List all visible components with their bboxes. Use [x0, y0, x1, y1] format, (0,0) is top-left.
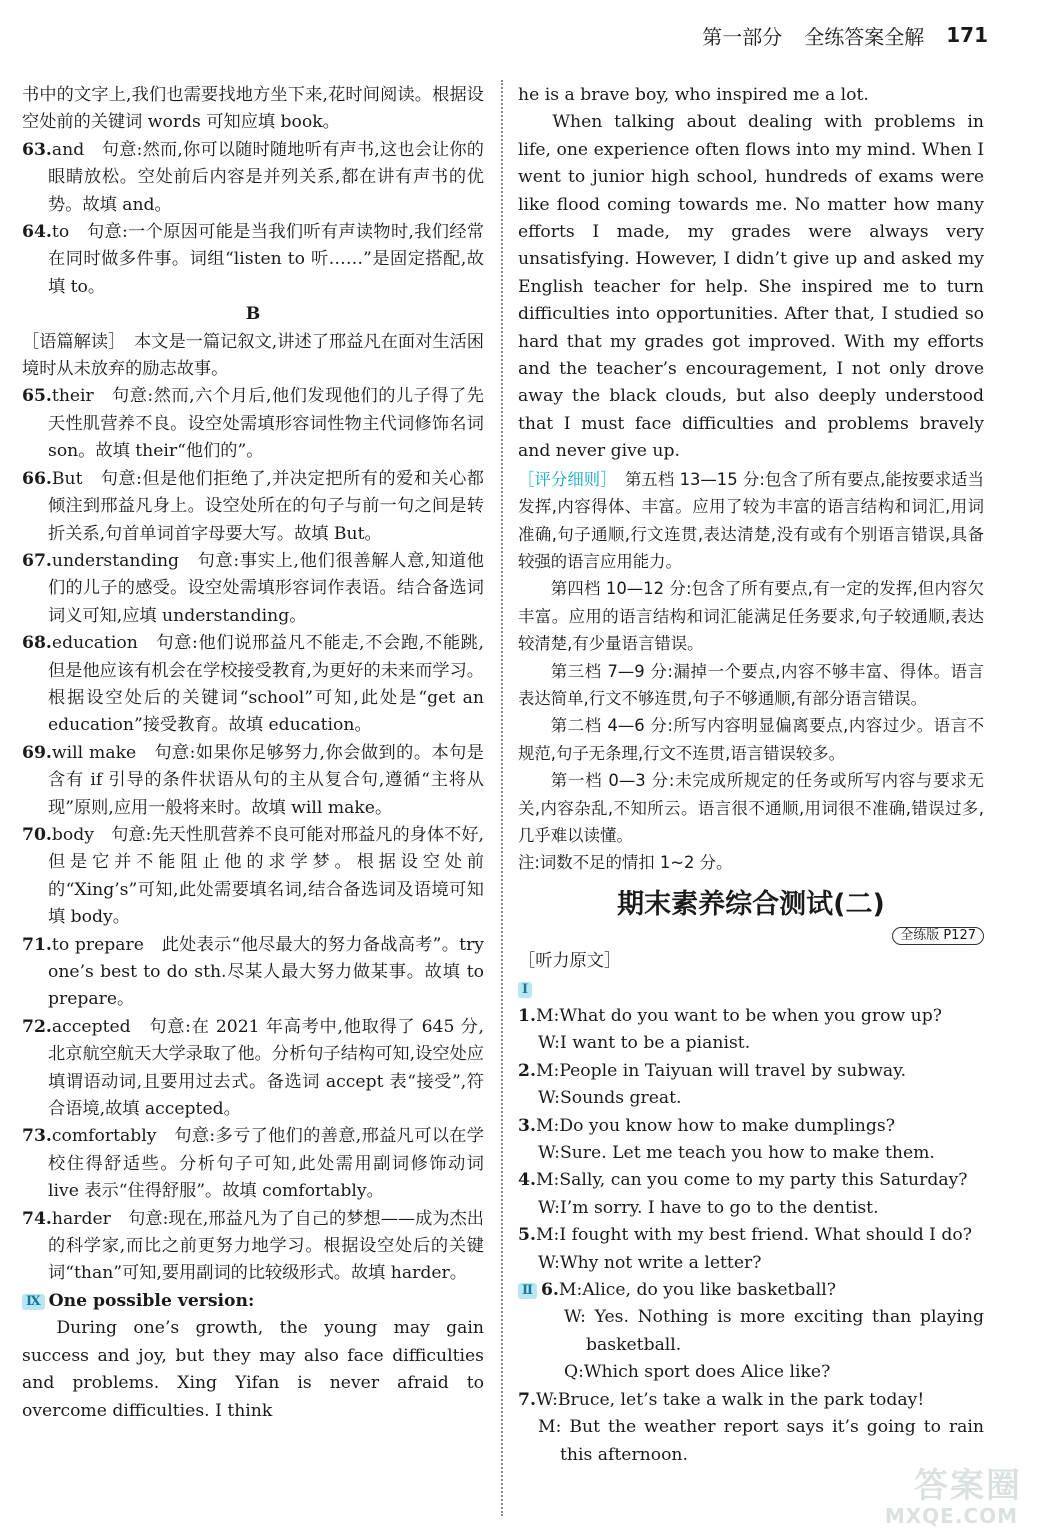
dialogue-number: 3.: [518, 1115, 536, 1136]
page-header: [702, 0, 988, 70]
dialogue-line: W:I want to be a pianist.: [538, 1033, 751, 1054]
dialogue-3: [518, 1113, 984, 1168]
dialogue-line: M:Alice, do you like basketball?: [558, 1280, 836, 1301]
item-text: accepted 句意:在 2021 年高考中,他取得了 645 分,北京航空航天大学录取了他。分析句子结构可知,设空处应填谓语动词,且要用过去式。备选词 accept 表“接受”,符合语境,故填 accepted。: [48, 1016, 484, 1120]
item-text: and 句意:然而,你可以随时随地听有声书,这也会让你的眼睛放松。空处前后内容是并列关系,都在讲有声书的优势。故填 and。: [48, 139, 484, 215]
part-ii-badge: Ⅱ: [518, 1283, 537, 1299]
intro-paragraph: 书中的文字上,我们也需要找地方坐下来,花时间阅读。根据设空处前的关键词 words 可知应填 book。: [22, 85, 484, 133]
essay-continuation: he is a brave boy, who inspired me a lot.: [518, 85, 869, 105]
dialogue-6: [518, 1277, 984, 1387]
dialogue-line: W:Bruce, let’s take a walk in the park today!: [535, 1389, 925, 1410]
answer-item-71: [22, 932, 484, 1014]
item-text: to prepare 此处表示“他尽最大的努力备战高考”。try one’s best to do sth.尽某人最大努力做某事。故填 to prepare。: [48, 934, 484, 1010]
rubric-text: 第五档 13—15 分:包含了所有要点,能按要求适当发挥,内容得体、丰富。应用了较为丰富的语言结构和词汇,用词准确,句子通顺,行文连贯,表达清楚,没有或有个别语言错误,具备较强的语言应用能力。: [518, 469, 984, 571]
answer-item-63: [22, 137, 484, 219]
passage-reading-note: ［语篇解读］ 本文是一篇记叙文,讲述了邢益凡在面对生活困境时从未放弃的励志故事。: [22, 331, 484, 380]
item-number: 74.: [22, 1208, 52, 1229]
dialogue-line: W:Sounds great.: [538, 1088, 682, 1109]
item-text: But 句意:但是他们拒绝了,并决定把所有的爱和关心都倾注到邢益凡身上。设空处所在的句子与前一句之间是转折关系,句首单词首字母要大写。故填 But。: [48, 468, 484, 544]
rubric-band-1: 第一档 0—3 分:未完成所规定的任务或所写内容与要求无关,内容杂乱,不知所云。语言很不通顺,用词很不准确,错误过多,几乎难以读懂。: [518, 771, 984, 845]
answer-item-70: [22, 822, 484, 932]
dialogue-line: M:Do you know how to make dumplings?: [535, 1115, 895, 1136]
part-ix-badge: Ⅸ: [22, 1294, 45, 1310]
reference-badge: 全练版 P127: [892, 927, 984, 945]
section-b-heading: B: [245, 304, 261, 325]
dialogue-1: [518, 1003, 984, 1058]
header-part: 第一部分: [702, 24, 783, 49]
rubric-band-4: 第四档 10—12 分:包含了所有要点,有一定的发挥,但内容欠丰富。应用的语言结构和词汇能满足任务要求,句子较通顺,表达较清楚,有少量语言错误。: [518, 579, 984, 654]
dialogue-line: M: But the weather report says it’s going to rain this afternoon.: [538, 1417, 984, 1465]
item-number: 69.: [22, 742, 52, 763]
dialogue-4: [518, 1167, 984, 1222]
right-column: [518, 82, 984, 1469]
essay-paragraph-1: During one’s growth, the young may gain success and joy, but they may also face difficulties and problems. Xing Yifan is never afraid to overcome difficulties. I think: [22, 1318, 484, 1421]
listening-heading: ［听力原文］: [518, 951, 622, 972]
dialogue-5: [518, 1222, 984, 1277]
dialogue-question: Q:Which sport does Alice like?: [564, 1362, 831, 1383]
item-number: 73.: [22, 1126, 52, 1147]
item-text: harder 句意:现在,邢益凡为了自己的梦想——成为杰出的科学家,而比之前更努力地学习。根据设空处后的关键词“than”可知,要用副词的比较级形式。故填 harder。: [48, 1208, 484, 1284]
dialogue-number: 1.: [518, 1006, 536, 1026]
answer-item-67: [22, 548, 484, 630]
item-text: body 句意:先天性肌营养不良可能对邢益凡的身体不好,但是它并不能阻止他的求学梦。根据设空处前的“Xing’s”可知,此处需要填名词,结合备选词及语境可知填 body。: [48, 824, 484, 928]
dialogue-line: W: Yes. Nothing is more exciting than playing basketball.: [564, 1307, 984, 1355]
section-ix-title: One possible version:: [48, 1290, 255, 1311]
answer-item-65: [22, 383, 484, 465]
header-section: 全练答案全解: [804, 24, 925, 49]
dialogue-line: M:People in Taiyuan will travel by subway.: [535, 1060, 907, 1081]
dialogue-number: 4.: [518, 1170, 536, 1191]
dialogue-line: M:I fought with my best friend. What should I do?: [535, 1225, 972, 1246]
dialogue-number: 6.: [540, 1280, 559, 1301]
watermark-domain: MXQE.COM: [884, 1504, 1018, 1528]
item-text: to 句意:一个原因可能是当我们听有声读物时,我们经常在同时做多件事。词组“listen to 听……”是固定搭配,故填 to。: [48, 222, 484, 297]
dialogue-7: [518, 1387, 984, 1469]
dialogue-number: 7.: [518, 1389, 536, 1410]
item-text: comfortably 句意:多亏了他们的善意,邢益凡可以在学校住得舒适些。分析句子可知,此处需用副词修饰动词 live 表示“住得舒服”。故填 comfortably。: [48, 1126, 484, 1202]
dialogue-line: M:What do you want to be when you grow up?: [535, 1006, 942, 1026]
answer-item-69: [22, 740, 484, 822]
reference-wrap: [518, 921, 984, 948]
dialogue-number: 5.: [518, 1225, 536, 1246]
item-number: 66.: [22, 468, 52, 489]
watermark-text: 答案圈: [914, 1466, 1022, 1506]
answer-item-73: [22, 1123, 484, 1205]
answer-item-66: [22, 466, 484, 548]
item-number: 68.: [22, 633, 52, 654]
answer-item-72: [22, 1014, 484, 1124]
rubric-band-3: 第三档 7—9 分:漏掉一个要点,内容不够丰富、得体。语言表达简单,行文不够连贯,句子不够通顺,有部分语言错误。: [518, 661, 984, 708]
watermark-logo: [852, 1458, 1022, 1528]
part-i-badge: Ⅰ: [518, 982, 532, 998]
test-title: 期末素养综合测试(二): [617, 888, 885, 920]
dialogue-number: 2.: [518, 1060, 536, 1081]
section-ix-heading: [22, 1288, 484, 1315]
dialogue-line: W:Why not write a letter?: [538, 1252, 762, 1273]
answer-item-68: [22, 630, 484, 740]
item-text: their 句意:然而,六个月后,他们发现他们的儿子得了先天性肌营养不良。设空处需填形容词性物主代词修饰名词 son。故填 their“他们的”。: [48, 386, 484, 462]
rubric-tag: ［评分细则］: [518, 469, 609, 489]
left-column: [22, 82, 484, 1425]
dialogue-line: M:Sally, can you come to my party this Saturday?: [535, 1170, 968, 1191]
item-text: will make 句意:如果你足够努力,你会做到的。本句是含有 if 引导的条件状语从句的主从复合句,遵循“主将从现”原则,应用一般将来时。故填 will make。: [48, 742, 484, 818]
item-text: understanding 句意:事实上,他们很善解人意,知道他们的儿子的感受。设空处需填形容词作表语。结合备选词词义可知,应填 understanding。: [48, 550, 484, 626]
item-number: 63.: [22, 139, 52, 160]
item-number: 72.: [22, 1016, 52, 1037]
rubric-band-2: 第二档 4—6 分:所写内容明显偏离要点,内容过少。语言不规范,句子无条理,行文不连贯,语言错误较多。: [518, 716, 984, 763]
item-text: education 句意:他们说邢益凡不能走,不会跑,不能跳,但是他应该有机会在学校接受教育,为更好的未来而学习。根据设空处后的关键词“school”可知,此处是“get an education”接受教育。故填 education。: [48, 633, 484, 736]
item-number: 64.: [22, 222, 52, 243]
rubric-note: 注:词数不足的情扣 1~2 分。: [518, 853, 733, 873]
part-i-row: [518, 976, 984, 1003]
dialogue-line: W:Sure. Let me teach you how to make them.: [538, 1143, 935, 1164]
dialogue-line: W:I’m sorry. I have to go to the dentist.: [538, 1197, 879, 1218]
item-number: 71.: [22, 934, 52, 955]
column-divider: [501, 80, 503, 1516]
page-number: 171: [946, 23, 988, 47]
item-number: 65.: [22, 386, 52, 407]
item-number: 70.: [22, 824, 52, 845]
dialogue-2: [518, 1058, 984, 1113]
answer-item-64: [22, 219, 484, 301]
item-number: 67.: [22, 550, 52, 571]
essay-paragraph-2: When talking about dealing with problems in life, one experience often flows into my mind. When I went to junior high school, hundreds of exams were like flood coming towards me. No matter how many efforts I made, my grades were always very unsatisfying. However, I didn’t give up and asked my English teacher for help. She inspired me to turn difficulties into opportunities. After that, I studied so hard that my grades got improved. With my efforts and the teacher’s encouragement, I not only drove away the black clouds, but also deeply understood that I must face difficulties and problems bravely and never give up.: [518, 112, 984, 462]
rubric-band-5: [518, 466, 984, 576]
answer-item-74: [22, 1206, 484, 1288]
